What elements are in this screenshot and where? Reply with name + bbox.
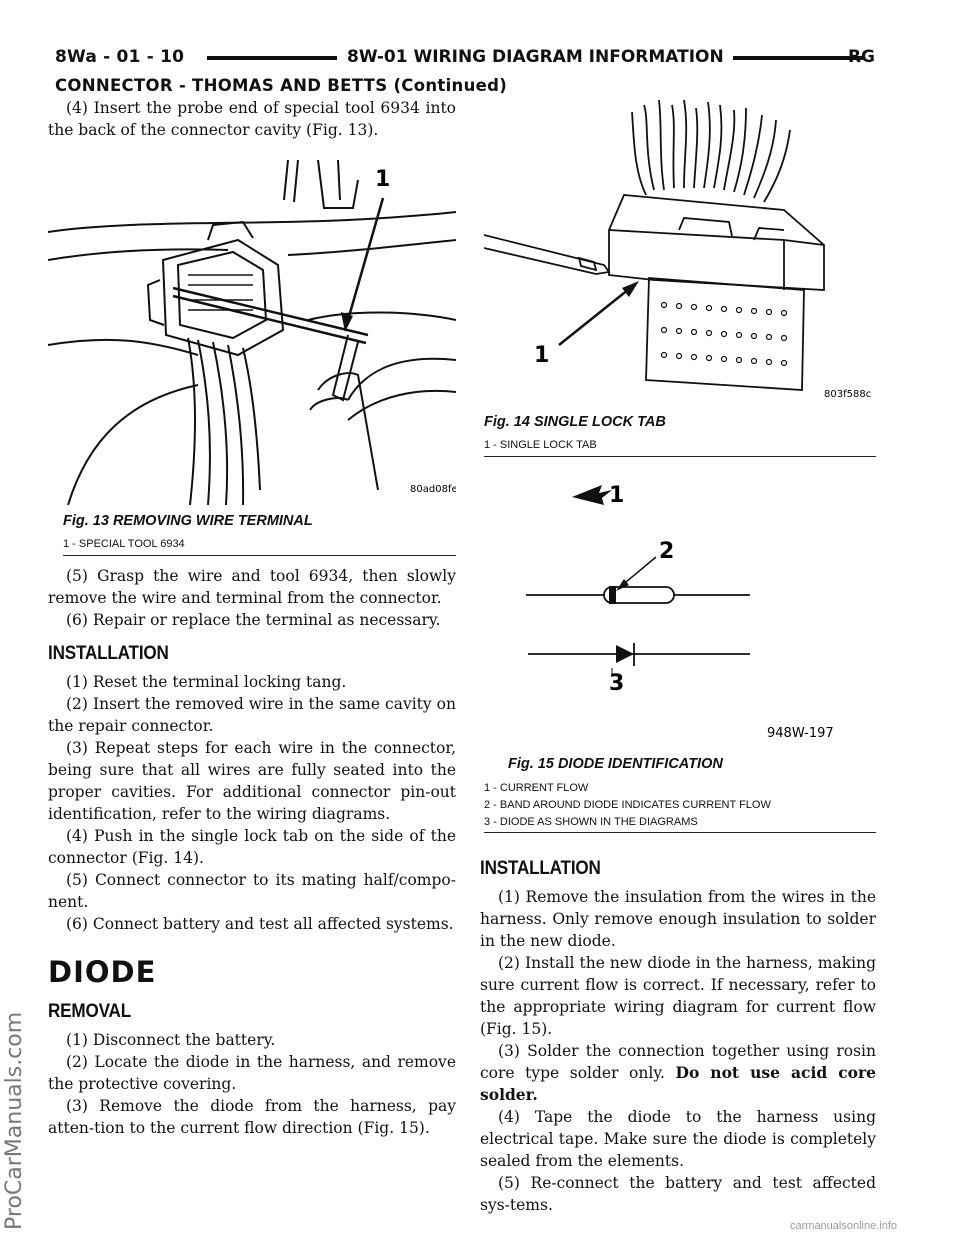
fig13-legend: 1 - SPECIAL TOOL 6934 [63,538,185,550]
page-number: 8Wa - 01 - 10 [55,47,185,67]
header-rule-right [733,56,863,60]
diode-removal-step: (1) Disconnect the battery. [66,1031,276,1049]
left-column [48,97,456,141]
diode-installation-heading: INSTALLATION [480,858,601,879]
fig13-illustration [48,160,456,505]
fig14-code: 803f588c [824,389,872,400]
warning-text: Do not use acid core solder. [480,1063,876,1104]
install-step: (6) Connect battery and test all affected systems. [66,915,454,933]
continued-heading: CONNECTOR - THOMAS AND BETTS (Continued) [55,76,508,95]
current-flow-arrow-icon [572,485,612,505]
fig15-legend [484,780,771,831]
fig15-code: 948W-197 [767,726,834,741]
install-step: (2) Insert the removed wire in the same cavity on the repair connector. [48,695,456,735]
fig14-callout-1: 1 [534,343,550,368]
connector-removal-drawing [48,160,456,505]
removal-step-5: (5) Grasp the wire and tool 6934, then slowly remove the wire and terminal from the connector. [48,567,456,607]
footer-site-mark: carmanualsonline.info [790,1220,898,1232]
intro-step: (4) Insert the probe end of special tool 6934 into the back of the connector cavity (Fig. 13). [48,99,456,139]
fig15-callout-2: 2 [659,539,675,564]
installation-steps [48,671,456,935]
fig14-rule [484,456,876,457]
diode-install-step: (2) Install the new diode in the harness, making sure current flow is correct. If necessary, refer to the appropriate wiring diagram for current flow (Fig. 15). [480,954,876,1038]
fig13-caption: Fig. 13 REMOVING WIRE TERMINAL [63,513,313,529]
header-rule-left [207,56,337,60]
diode-install-step: (1) Remove the insulation from the wires in the harness. Only remove enough insulation to solder in the new diode. [480,888,876,950]
model-code: RG [847,47,875,67]
installation-heading: INSTALLATION [48,643,169,664]
fig15-legend-item: 2 - BAND AROUND DIODE INDICATES CURRENT FLOW [484,799,771,811]
install-step: (1) Reset the terminal locking tang. [66,673,347,691]
fig14-illustration [484,100,876,400]
single-lock-tab-drawing [484,100,876,400]
fig15-legend-item: 1 - CURRENT FLOW [484,782,589,794]
fig13-rule [63,555,456,556]
fig15-caption: Fig. 15 DIODE IDENTIFICATION [508,756,723,772]
step3-text: (3) Solder the connection together using rosin core type solder only. [480,1042,876,1082]
removal-step-6: (6) Repair or replace the terminal as necessary. [66,611,441,629]
install-step: (5) Connect connector to its mating half/compo-nent. [48,871,456,911]
install-step: (4) Push in the single lock tab on the side of the connector (Fig. 14). [48,827,456,867]
fig13-code: 80ad08fe [410,484,456,495]
diode-install-step: (4) Tape the diode to the harness using electrical tape. Make sure the diode is completely sealed from the elements. [480,1108,876,1170]
fig15-callout-1: 1 [609,483,625,508]
diode-removal-step: (3) Remove the diode from the harness, pay atten-tion to the current flow direction (Fig. 15). [48,1097,456,1137]
fig14-caption: Fig. 14 SINGLE LOCK TAB [484,414,666,430]
removal-heading: REMOVAL [48,1001,131,1022]
watermark: ProCarManuals.com [2,1011,27,1230]
diode-removal-step: (2) Locate the diode in the harness, and remove the protective covering. [48,1053,456,1093]
install-step: (3) Repeat steps for each wire in the connector, being sure that all wires are fully seated into the proper cavities. For additional connector pin-out identification, refer to the wiring diagrams. [48,739,456,823]
fig15-legend-item: 3 - DIODE AS SHOWN IN THE DIAGRAMS [484,816,698,828]
diode-heading: DIODE [48,955,157,989]
diode-removal-steps [48,1029,456,1139]
right-column-text [480,858,876,1216]
diode-install-step [480,1040,876,1106]
fig15-illustration [484,465,876,745]
section-title: 8W-01 WIRING DIAGRAM INFORMATION [347,47,724,67]
diode-installation-steps [480,886,876,1216]
fig15-callout-3: 3 [609,671,625,696]
left-column-text [48,565,456,1139]
fig15-rule [484,832,876,833]
diode-install-step: (5) Re-connect the battery and test affected sys-tems. [480,1174,876,1214]
fig14-legend: 1 - SINGLE LOCK TAB [484,439,597,451]
diode-identification-drawing [484,465,876,745]
page-header [55,47,875,73]
fig13-callout-1: 1 [375,167,391,192]
